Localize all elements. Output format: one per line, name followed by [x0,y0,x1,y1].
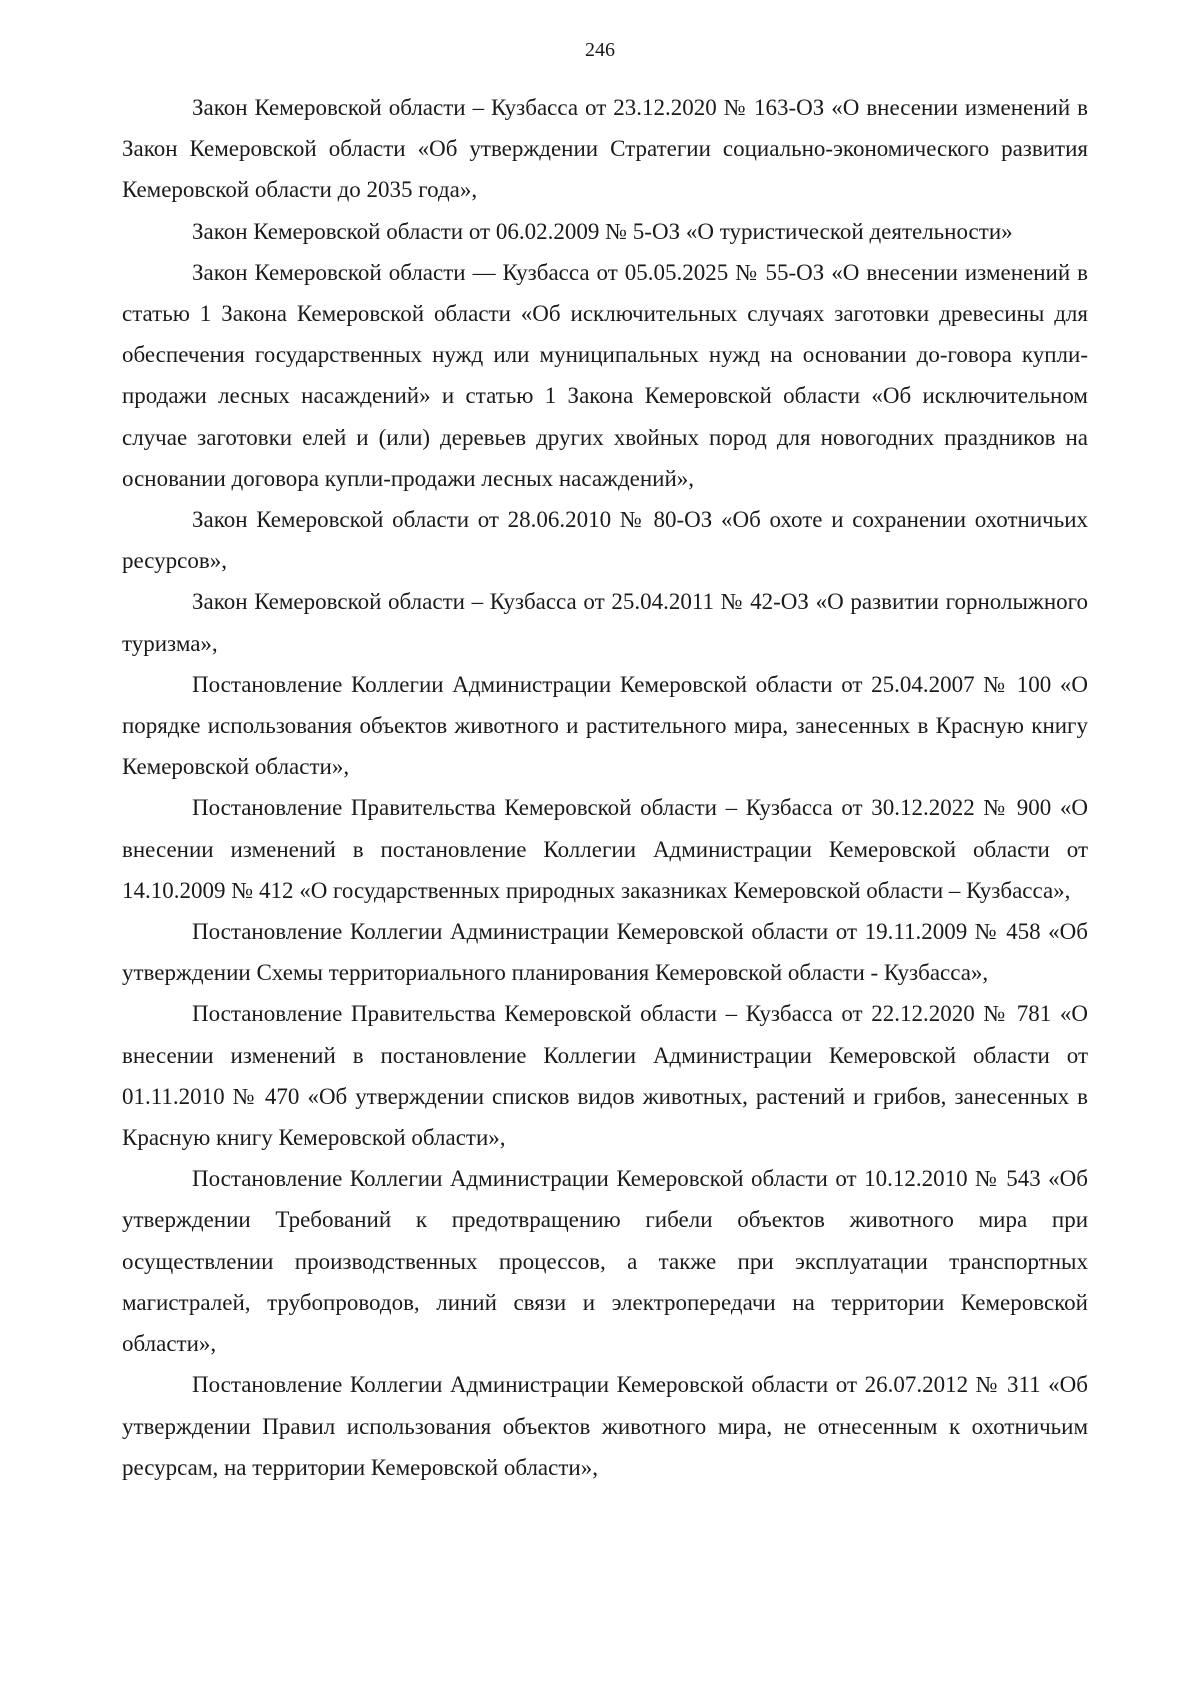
paragraph-resolution-900: Постановление Правительства Кемеровской области – Кузбасса от 30.12.2022 № 900 «О внесении изменений в постановление Коллегии Администрации Кемеровской области от 14.10.2009 № 412 «О государственных природных заказниках Кемеровской области – Кузбасса», [122,795,1088,903]
paragraph-resolution-543: Постановление Коллегии Администрации Кемеровской области от 10.12.2010 № 543 «Об утверждении Требований к предотвращению гибели объектов животного мира при осуществлении производственных процессов, а также при эксплуатации транспортных магистралей, трубопроводов, линий связи и электропередачи на территории Кемеровской области», [122,1166,1088,1357]
paragraph-law-55-oz: Закон Кемеровской области — Кузбасса от 05.05.2025 № 55-ОЗ «О внесении изменений в статью 1 Закона Кемеровской области «Об исключительных случаях заготовки древесины для обеспечения государственных нужд или муниципальных нужд на основании до-говора купли-продажи лесных насаждений» и статью 1 Закона Кемеровской области «Об исключительном случае заготовки елей и (или) деревьев других хвойных пород для новогодних праздников на основании договора купли-продажи лесных насаждений», [122,259,1088,491]
paragraph-law-42-oz: Закон Кемеровской области – Кузбасса от 25.04.2011 № 42-ОЗ «О развитии горнолыжного туризма», [122,589,1088,656]
paragraph-law-163-oz: Закон Кемеровской области – Кузбасса от 23.12.2020 № 163-ОЗ «О внесении изменений в Закон Кемеровской области «Об утверждении Стратегии социально-экономического развития Кемеровской области до 2035 года», [122,95,1088,203]
paragraph-law-5-oz: Закон Кемеровской области от 06.02.2009 № 5-ОЗ «О туристической деятельности» [192,218,1013,244]
paragraph-resolution-100: Постановление Коллегии Администрации Кемеровской области от 25.04.2007 № 100 «О порядке использования объектов животного и растительного мира, занесенных в Красную книгу Кемеровской области», [122,671,1088,780]
paragraph-resolution-311: Постановление Коллегии Администрации Кемеровской области от 26.07.2012 № 311 «Об утверждении Правил использования объектов животного мира, не отнесенным к охотничьим ресурсам, на территории Кемеровской области», [122,1372,1088,1480]
paragraph-resolution-458: Постановление Коллегии Администрации Кемеровской области от 19.11.2009 № 458 «Об утверждении Схемы территориального планирования Кемеровской области - Кузбасса», [122,919,1088,986]
paragraph-resolution-781: Постановление Правительства Кемеровской области – Кузбасса от 22.12.2020 № 781 «О внесении изменений в постановление Коллегии Администрации Кемеровской области от 01.11.2010 № 470 «Об утверждении списков видов животных, растений и грибов, занесенных в Красную книгу Кемеровской области», [122,1001,1088,1151]
document-body [122,87,1088,1488]
page-number: 246 [585,39,615,61]
paragraph-law-80-oz: Закон Кемеровской области от 28.06.2010 № 80-ОЗ «Об охоте и сохранении охотничьих ресурсов», [122,507,1088,574]
